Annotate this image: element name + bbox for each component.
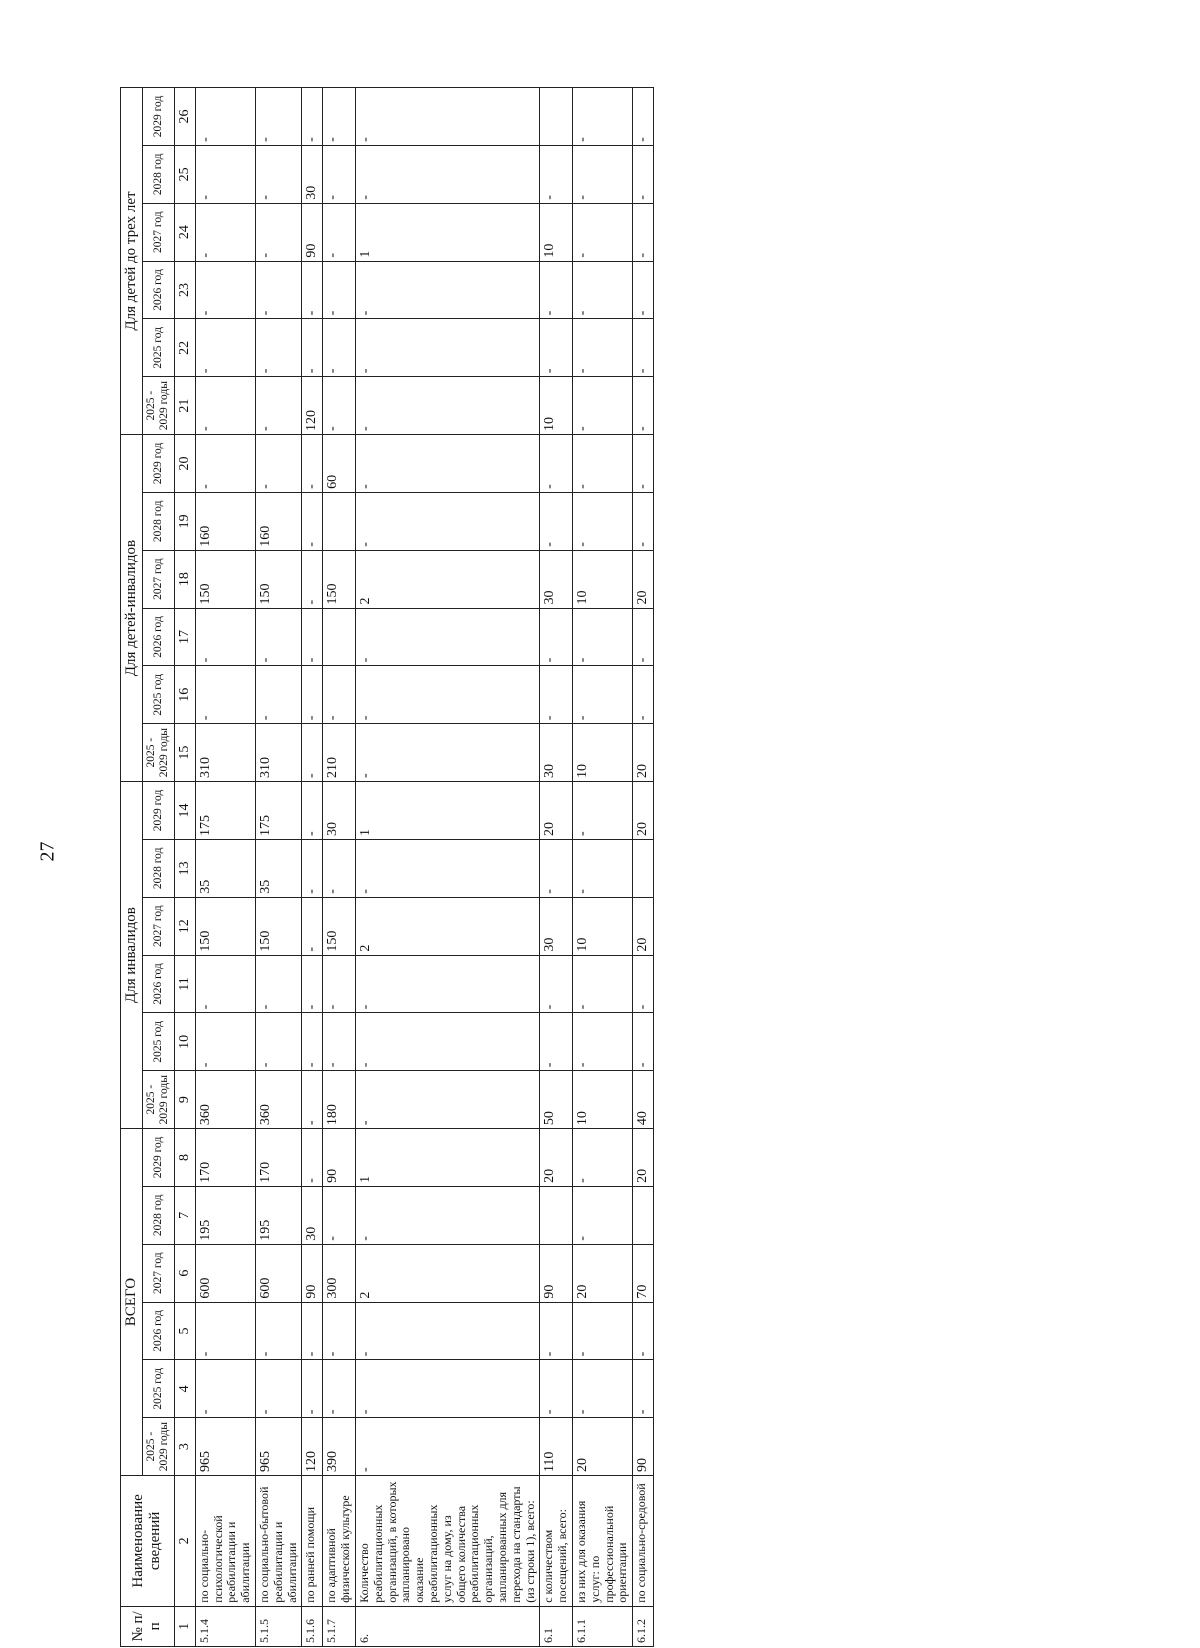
value-cell: - [573, 1186, 633, 1244]
value-cell [633, 839, 654, 897]
column-index-cell: 13 [174, 839, 195, 897]
value-cell: - [356, 1360, 540, 1418]
column-index-cell: 24 [174, 203, 195, 261]
value-cell: - [540, 839, 573, 897]
value-cell: 70 [633, 1244, 654, 1302]
value-cell: - [195, 203, 255, 261]
data-table [120, 87, 654, 1647]
value-cell: - [302, 839, 323, 897]
value-cell: 30 [540, 550, 573, 608]
value-cell: - [356, 88, 540, 146]
value-cell: - [302, 1071, 323, 1129]
value-cell: 360 [195, 1071, 255, 1129]
table-row [255, 88, 301, 1647]
column-index-cell: 17 [174, 608, 195, 666]
value-cell: - [302, 261, 323, 319]
value-cell: - [356, 1186, 540, 1244]
value-cell: 10 [573, 897, 633, 955]
value-cell: - [195, 319, 255, 377]
value-cell: - [356, 608, 540, 666]
value-cell: - [255, 1360, 301, 1418]
column-index-cell: 5 [174, 1302, 195, 1360]
value-cell: - [323, 1186, 356, 1244]
year-header-cell: 2027 год [143, 550, 174, 608]
value-cell: - [633, 1302, 654, 1360]
row-number: 6.1.2 [633, 1606, 654, 1646]
value-cell: - [255, 955, 301, 1013]
year-header-cell: 2027 год [143, 203, 174, 261]
value-cell: - [573, 261, 633, 319]
year-header-cell: 2025 - 2029 годы [143, 724, 174, 782]
value-cell: - [356, 1418, 540, 1476]
value-cell: - [540, 1302, 573, 1360]
value-cell: - [633, 608, 654, 666]
value-cell: - [356, 839, 540, 897]
value-cell: - [302, 1302, 323, 1360]
header-num: № п/п [121, 1606, 175, 1646]
value-cell: - [356, 492, 540, 550]
value-cell [323, 608, 356, 666]
value-cell: - [302, 1129, 323, 1187]
value-cell: 2 [356, 550, 540, 608]
value-cell: - [540, 666, 573, 724]
value-cell: - [195, 261, 255, 319]
page-number: 27 [36, 841, 59, 862]
value-cell: 30 [540, 897, 573, 955]
year-header-cell: 2026 год [143, 608, 174, 666]
value-cell: 90 [302, 1244, 323, 1302]
value-cell: 35 [195, 839, 255, 897]
column-index-row [174, 88, 195, 1647]
value-cell: 1 [356, 782, 540, 840]
value-cell: - [323, 145, 356, 203]
row-number: 6.1 [540, 1606, 573, 1646]
value-cell: - [255, 608, 301, 666]
value-cell: - [195, 435, 255, 493]
column-index-cell: 18 [174, 550, 195, 608]
value-cell: - [323, 839, 356, 897]
year-header-cell: 2027 год [143, 1244, 174, 1302]
value-cell: 35 [255, 839, 301, 897]
value-cell: 10 [573, 550, 633, 608]
value-cell: - [323, 1302, 356, 1360]
group-header: ВСЕГО [121, 1129, 143, 1476]
rotated-table-area [120, 45, 1200, 1643]
value-cell: - [540, 319, 573, 377]
value-cell: - [323, 261, 356, 319]
value-cell: - [573, 145, 633, 203]
value-cell: - [323, 319, 356, 377]
row-name: по социально-средовой [633, 1476, 654, 1607]
value-cell: - [573, 1302, 633, 1360]
row-number: 5.1.5 [255, 1606, 301, 1646]
value-cell: - [356, 435, 540, 493]
value-cell: 110 [540, 1418, 573, 1476]
value-cell: 30 [323, 782, 356, 840]
year-header-cell: 2025 - 2029 годы [143, 1071, 174, 1129]
column-index-cell: 8 [174, 1129, 195, 1187]
value-cell: - [573, 1129, 633, 1187]
row-number: 5.1.6 [302, 1606, 323, 1646]
value-cell: - [302, 608, 323, 666]
value-cell: 20 [633, 1129, 654, 1187]
column-index-cell: 6 [174, 1244, 195, 1302]
year-header-cell: 2025 год [143, 1360, 174, 1418]
value-cell: - [573, 955, 633, 1013]
column-index-cell: 10 [174, 1013, 195, 1071]
row-name: по социально-психологической реабилитации и абилитации [195, 1476, 255, 1607]
row-number: 5.1.4 [195, 1606, 255, 1646]
column-index-cell: 25 [174, 145, 195, 203]
value-cell: - [573, 377, 633, 435]
column-index-cell: 1 [174, 1606, 195, 1646]
value-cell: 90 [540, 1244, 573, 1302]
column-index-cell: 12 [174, 897, 195, 955]
year-header-cell: 2025 год [143, 666, 174, 724]
value-cell: - [356, 955, 540, 1013]
value-cell: - [255, 88, 301, 146]
value-cell: 20 [540, 1129, 573, 1187]
value-cell: 20 [633, 897, 654, 955]
value-cell: - [323, 88, 356, 146]
table-row [356, 88, 540, 1647]
value-cell: - [633, 1360, 654, 1418]
value-cell: - [302, 897, 323, 955]
table-header [121, 88, 196, 1647]
value-cell: 150 [323, 550, 356, 608]
value-cell: - [573, 319, 633, 377]
value-cell: - [195, 1360, 255, 1418]
value-cell: - [633, 319, 654, 377]
value-cell: 150 [255, 550, 301, 608]
value-cell: - [302, 666, 323, 724]
value-cell: 195 [255, 1186, 301, 1244]
value-cell: - [540, 492, 573, 550]
value-cell: - [633, 666, 654, 724]
year-header-cell: 2025 год [143, 1013, 174, 1071]
value-cell: 210 [323, 724, 356, 782]
value-cell: 20 [633, 782, 654, 840]
column-index-cell: 11 [174, 955, 195, 1013]
value-cell: 90 [323, 1129, 356, 1187]
value-cell [540, 1186, 573, 1244]
value-cell: 30 [302, 1186, 323, 1244]
value-cell: - [356, 724, 540, 782]
value-cell: 390 [323, 1418, 356, 1476]
value-cell: - [356, 377, 540, 435]
value-cell: - [573, 88, 633, 146]
year-header-cell: 2028 год [143, 492, 174, 550]
value-cell: - [302, 550, 323, 608]
value-cell: - [573, 1360, 633, 1418]
table-row [323, 88, 356, 1647]
value-cell: - [302, 1360, 323, 1418]
value-cell: - [573, 608, 633, 666]
value-cell: 50 [540, 1071, 573, 1129]
row-name: с количеством посещений, всего: [540, 1476, 573, 1607]
value-cell: - [573, 782, 633, 840]
group-header: Для детей до трех лет [121, 88, 143, 435]
value-cell: 10 [540, 377, 573, 435]
header-name: Наименование сведений [121, 1476, 175, 1607]
value-cell: 40 [633, 1071, 654, 1129]
value-cell: - [195, 608, 255, 666]
value-cell [323, 492, 356, 550]
value-cell: - [540, 435, 573, 493]
value-cell: 965 [255, 1418, 301, 1476]
row-name: из них для оказания услуг: по профессиональной ориентации [573, 1476, 633, 1607]
value-cell: - [302, 88, 323, 146]
column-index-cell: 21 [174, 377, 195, 435]
value-cell: - [356, 1302, 540, 1360]
table-body [195, 88, 654, 1647]
value-cell: - [633, 261, 654, 319]
column-index-cell: 20 [174, 435, 195, 493]
value-cell: - [255, 666, 301, 724]
value-cell: - [302, 782, 323, 840]
value-cell: - [540, 1013, 573, 1071]
row-number: 6.1.1 [573, 1606, 633, 1646]
column-index-cell: 7 [174, 1186, 195, 1244]
value-cell: 120 [302, 1418, 323, 1476]
column-index-cell: 26 [174, 88, 195, 146]
value-cell: 600 [195, 1244, 255, 1302]
value-cell: - [255, 145, 301, 203]
value-cell: - [633, 377, 654, 435]
value-cell: 160 [255, 492, 301, 550]
value-cell: 30 [302, 145, 323, 203]
value-cell: - [573, 666, 633, 724]
value-cell: - [633, 1013, 654, 1071]
year-header-cell: 2025 - 2029 годы [143, 377, 174, 435]
value-cell: 10 [573, 1071, 633, 1129]
value-cell: 2 [356, 897, 540, 955]
value-cell: - [302, 435, 323, 493]
value-cell: - [573, 203, 633, 261]
value-cell: 170 [255, 1129, 301, 1187]
table-row [633, 88, 654, 1647]
value-cell: - [323, 203, 356, 261]
row-name: по социально-бытовой реабилитации и абилитации [255, 1476, 301, 1607]
year-header-cell: 2026 год [143, 955, 174, 1013]
value-cell: 150 [323, 897, 356, 955]
table-row [302, 88, 323, 1647]
value-cell: - [302, 492, 323, 550]
value-cell: - [633, 203, 654, 261]
value-cell: - [255, 435, 301, 493]
value-cell: 1 [356, 203, 540, 261]
column-index-cell: 22 [174, 319, 195, 377]
value-cell: 170 [195, 1129, 255, 1187]
value-cell: 20 [633, 550, 654, 608]
year-header-cell: 2026 год [143, 261, 174, 319]
value-cell: 600 [255, 1244, 301, 1302]
column-index-cell: 19 [174, 492, 195, 550]
column-index-cell: 16 [174, 666, 195, 724]
value-cell: - [323, 1360, 356, 1418]
value-cell: 310 [195, 724, 255, 782]
table-rotator [120, 87, 1080, 1647]
year-header-cell: 2029 год [143, 782, 174, 840]
value-cell: 20 [573, 1244, 633, 1302]
table-row [573, 88, 633, 1647]
value-cell [540, 88, 573, 146]
column-index-cell: 23 [174, 261, 195, 319]
column-index-cell: 15 [174, 724, 195, 782]
column-index-cell: 14 [174, 782, 195, 840]
value-cell: 10 [573, 724, 633, 782]
value-cell: - [255, 377, 301, 435]
value-cell: - [573, 435, 633, 493]
value-cell: - [540, 1360, 573, 1418]
value-cell: - [540, 608, 573, 666]
value-cell: - [356, 261, 540, 319]
value-cell: - [255, 261, 301, 319]
table-row [195, 88, 255, 1647]
value-cell: - [302, 319, 323, 377]
year-header-cell: 2025 - 2029 годы [143, 1418, 174, 1476]
value-cell: - [195, 1013, 255, 1071]
year-header-cell: 2026 год [143, 1302, 174, 1360]
group-header: Для инвалидов [121, 782, 143, 1129]
value-cell: - [573, 1013, 633, 1071]
value-cell: - [302, 724, 323, 782]
year-header-cell: 2027 год [143, 897, 174, 955]
value-cell: 2 [356, 1244, 540, 1302]
value-cell [633, 1186, 654, 1244]
value-cell: 965 [195, 1418, 255, 1476]
row-name: по адаптивной физической культуре [323, 1476, 356, 1607]
value-cell: 1 [356, 1129, 540, 1187]
value-cell: - [540, 145, 573, 203]
value-cell: - [302, 955, 323, 1013]
value-cell: - [356, 1071, 540, 1129]
value-cell: - [323, 955, 356, 1013]
value-cell: 310 [255, 724, 301, 782]
value-cell: - [255, 1302, 301, 1360]
value-cell: 150 [255, 897, 301, 955]
year-header-cell: 2029 год [143, 88, 174, 146]
value-cell: - [195, 88, 255, 146]
value-cell: - [573, 492, 633, 550]
value-cell: - [195, 1302, 255, 1360]
year-header-cell: 2029 год [143, 435, 174, 493]
value-cell: - [540, 955, 573, 1013]
value-cell: - [633, 492, 654, 550]
value-cell: - [356, 145, 540, 203]
column-index-cell: 3 [174, 1418, 195, 1476]
value-cell: 160 [195, 492, 255, 550]
value-cell: 20 [573, 1418, 633, 1476]
value-cell: 175 [195, 782, 255, 840]
row-name: Количество реабилитационных организаций, в которых запланировано оказание реабилитационных услуг на дому, из общего количества реабилитационных организаций, запланированных для перехода на стандарты (из строки 1), всего: [356, 1476, 540, 1607]
group-header: Для детей-инвалидов [121, 435, 143, 782]
value-cell: - [633, 955, 654, 1013]
value-cell: - [633, 435, 654, 493]
year-header-cell: 2028 год [143, 839, 174, 897]
value-cell: - [356, 319, 540, 377]
year-header-cell: 2028 год [143, 1186, 174, 1244]
year-header-row [143, 88, 174, 1647]
value-cell: - [255, 319, 301, 377]
value-cell: - [195, 377, 255, 435]
row-name: по ранней помощи [302, 1476, 323, 1607]
value-cell: - [323, 377, 356, 435]
value-cell: - [195, 666, 255, 724]
value-cell: - [255, 203, 301, 261]
value-cell: 195 [195, 1186, 255, 1244]
value-cell: 30 [540, 724, 573, 782]
value-cell: 360 [255, 1071, 301, 1129]
value-cell: 180 [323, 1071, 356, 1129]
value-cell: 10 [540, 203, 573, 261]
table-row [540, 88, 573, 1647]
value-cell: - [540, 261, 573, 319]
value-cell: - [195, 955, 255, 1013]
value-cell: - [356, 666, 540, 724]
year-header-cell: 2025 год [143, 319, 174, 377]
value-cell: 90 [302, 203, 323, 261]
year-header-cell: 2028 год [143, 145, 174, 203]
value-cell: - [302, 1013, 323, 1071]
column-index-cell: 4 [174, 1360, 195, 1418]
value-cell: - [323, 1013, 356, 1071]
row-number: 5.1.7 [323, 1606, 356, 1646]
value-cell: 90 [633, 1418, 654, 1476]
value-cell: 175 [255, 782, 301, 840]
value-cell: 150 [195, 550, 255, 608]
value-cell: 120 [302, 377, 323, 435]
value-cell: - [633, 145, 654, 203]
row-number: 6. [356, 1606, 540, 1646]
value-cell: - [255, 1013, 301, 1071]
column-index-cell: 2 [174, 1476, 195, 1607]
value-cell: 20 [540, 782, 573, 840]
value-cell: 20 [633, 724, 654, 782]
value-cell: 300 [323, 1244, 356, 1302]
value-cell: - [195, 145, 255, 203]
value-cell: - [573, 839, 633, 897]
value-cell: - [323, 666, 356, 724]
value-cell: - [356, 1013, 540, 1071]
value-cell: - [633, 88, 654, 146]
year-header-cell: 2029 год [143, 1129, 174, 1187]
value-cell: 60 [323, 435, 356, 493]
value-cell: 150 [195, 897, 255, 955]
column-index-cell: 9 [174, 1071, 195, 1129]
